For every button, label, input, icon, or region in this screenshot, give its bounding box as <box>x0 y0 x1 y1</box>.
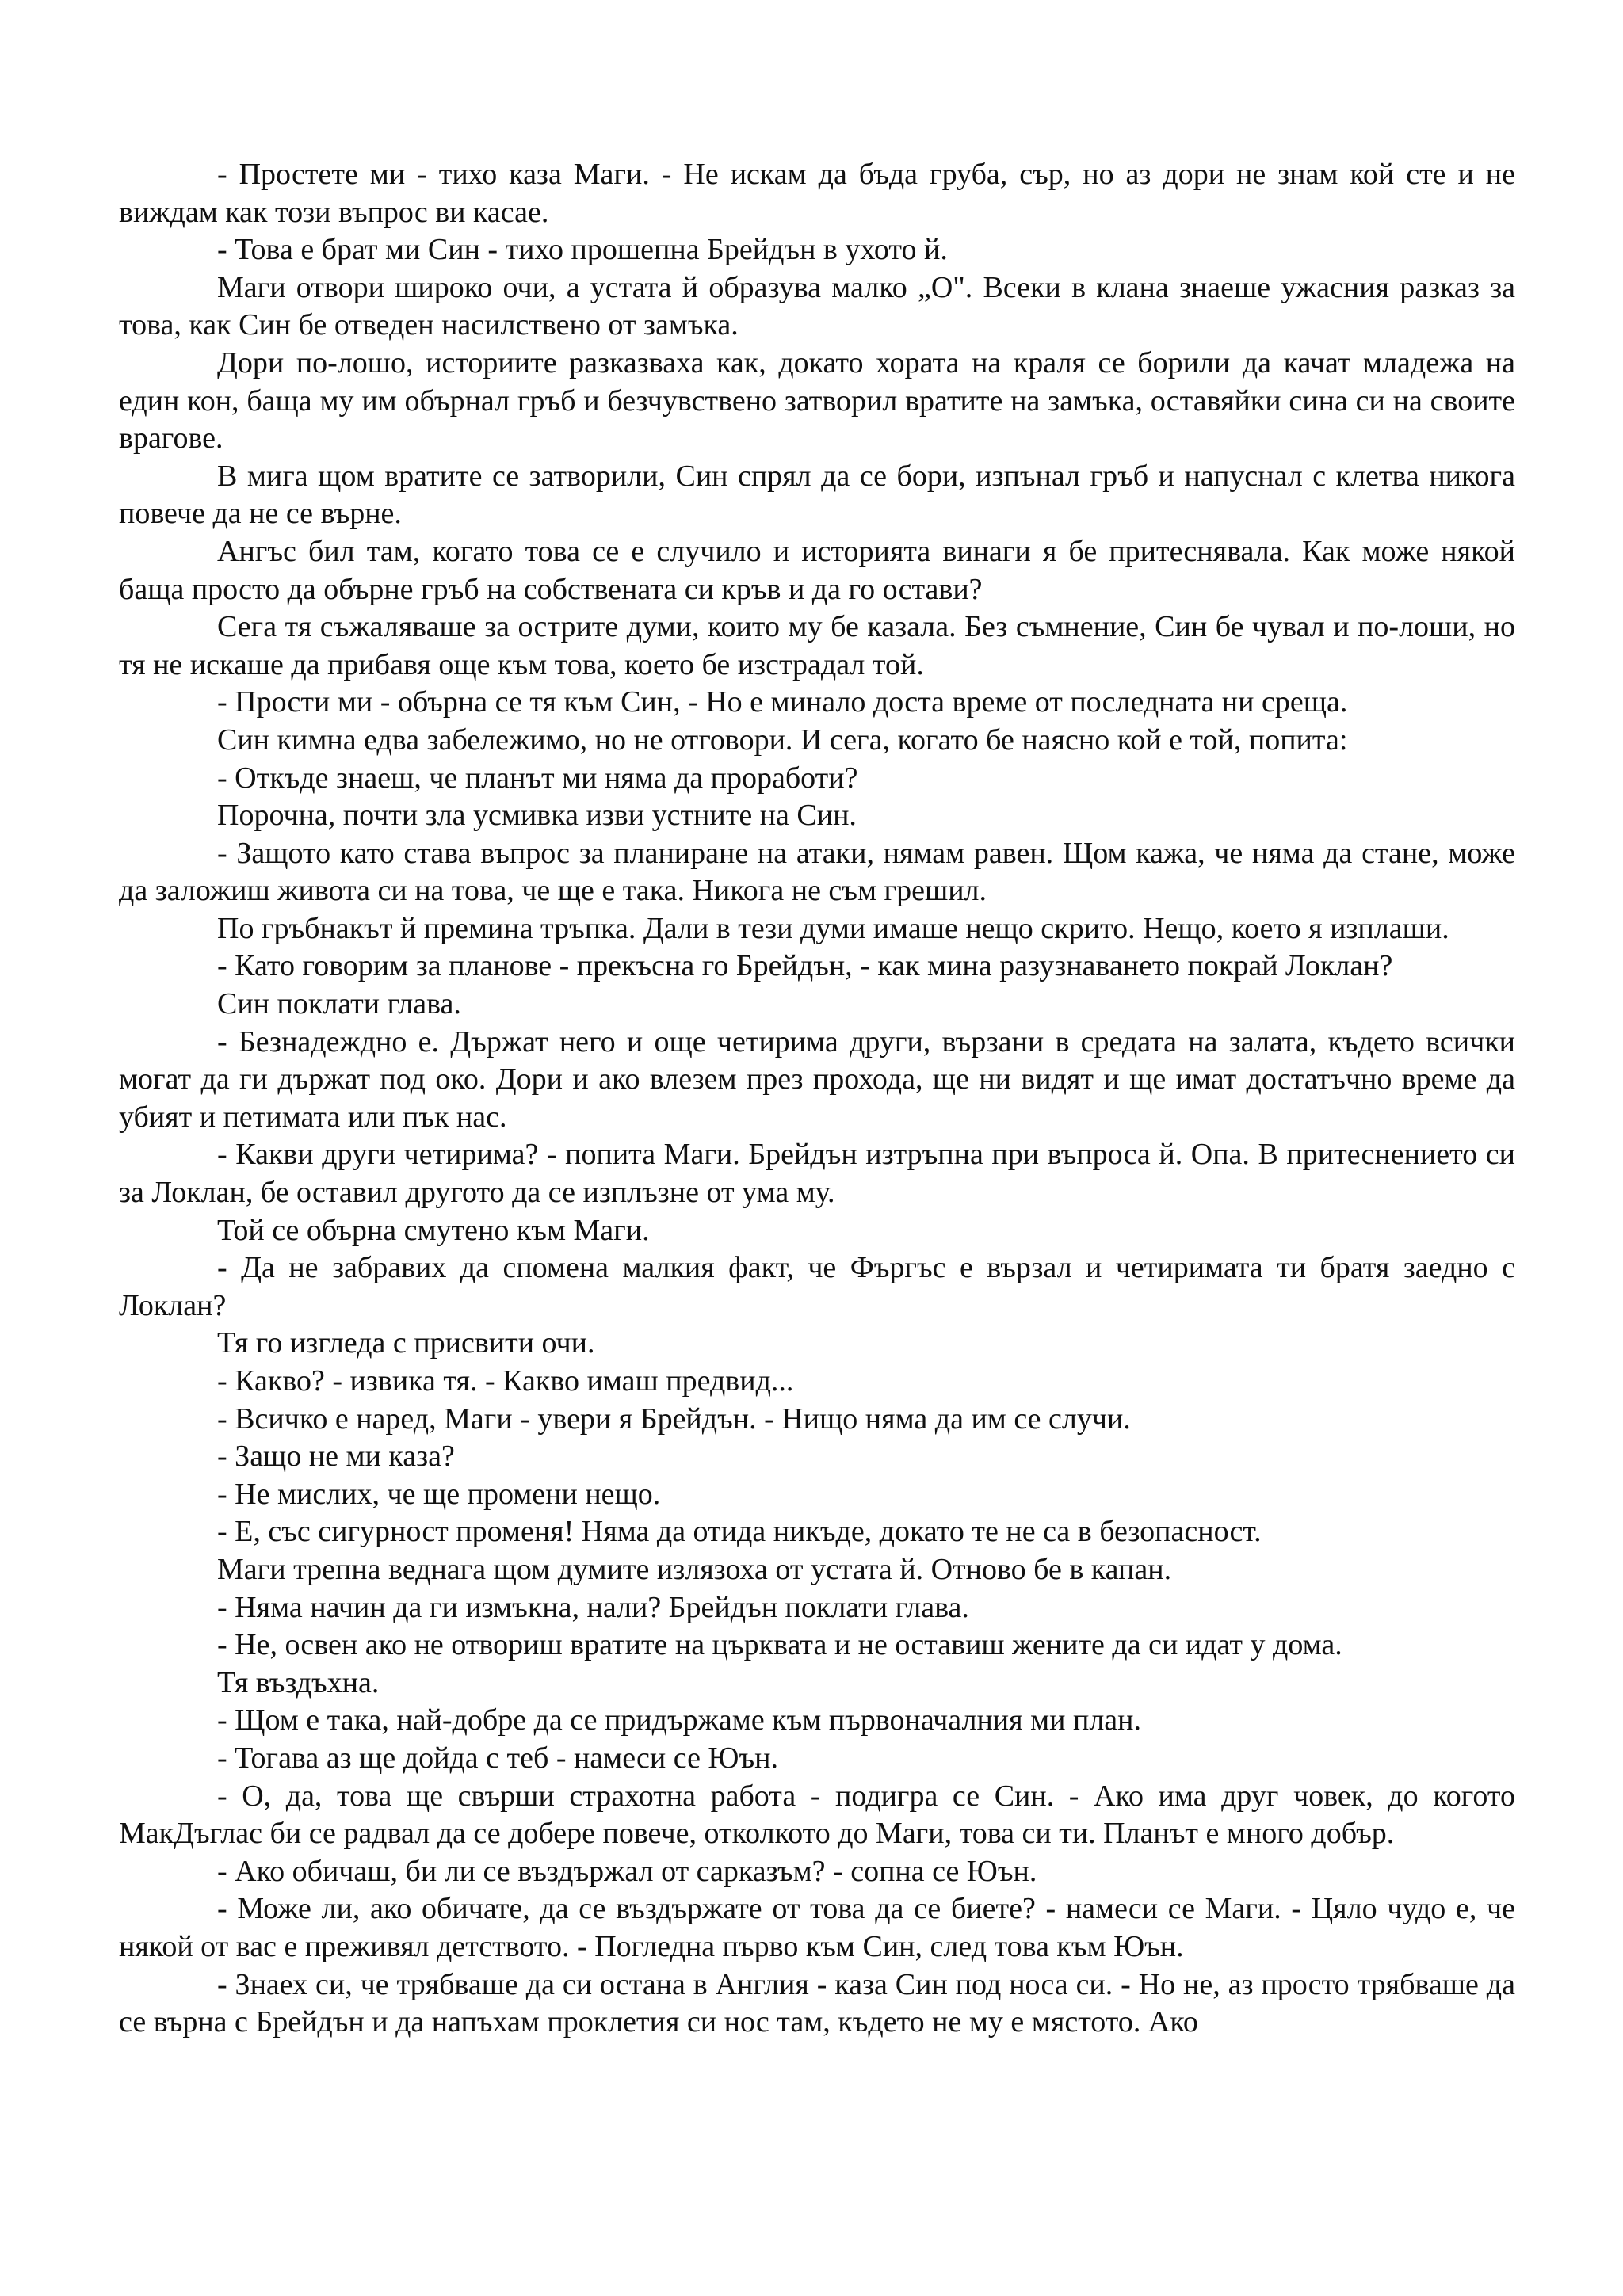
paragraph: - Е, със сигурност променя! Няма да отида никъде, докато те не са в безопасност. <box>217 1515 1262 1549</box>
paragraph: - Не, освен ако не отвориш вратите на църквата и не оставиш жените да си идат у дома. <box>217 1628 1342 1662</box>
paragraph: Дори по-лошо, историите разказваха как, докато хората на краля се борили да качат младежа на един кон, баща му им обърнал гръб и безчувствено затворил вратите на замъка, оставяйки сина си на своите врагове. <box>119 345 1515 456</box>
paragraph: Сега тя съжаляваше за острите думи, които му бе казала. Без съмнение, Син бе чувал и по-лоши, но тя не искаше да прибавя още към това, което бе изстрадал той. <box>119 610 1515 681</box>
paragraph: - Безнадеждно е. Държат него и още четирима други, вързани в средата на залата, където всички могат да ги държат под око. Дори и ако влезем през прохода, ще ни видят и ще имат достатъчно време да убият и петимата или пък нас. <box>119 1024 1515 1134</box>
paragraph: По гръбнакът й премина тръпка. Дали в тези думи имаше нещо скрито. Нещо, което я изплаши. <box>217 911 1449 945</box>
document-page <box>119 156 1515 2042</box>
paragraph: - Това е брат ми Син - тихо прошепна Брейдън в ухото й. <box>217 233 948 267</box>
paragraph: - Да не забравих да спомена малкия факт, че Фъргъс е вързал и четиримата ти братя заедно с Локлан? <box>119 1251 1515 1322</box>
paragraph: - Какви други четирима? - попита Маги. Брейдън изтръпна при въпроса й. Опа. В притеснението си за Локлан, бе оставил другото да се изплъзне от ума му. <box>119 1138 1515 1210</box>
paragraph: Порочна, почти зла усмивка изви устните на Син. <box>217 799 857 833</box>
paragraph: - Не мислих, че ще промени нещо. <box>217 1477 661 1511</box>
paragraph: Той се обърна смутено към Маги. <box>217 1213 650 1247</box>
paragraph: Тя го изгледа с присвити очи. <box>217 1326 595 1360</box>
paragraph: Ангъс бил там, когато това се е случило и историята винаги я бе притеснявала. Как може някой баща просто да обърне гръб на собствената си кръв и да го остави? <box>119 534 1515 606</box>
paragraph: - Тогава аз ще дойда с теб - намеси се Юън. <box>217 1741 778 1775</box>
paragraph: - Щом е така, най-добре да се придържаме към първоначалния ми план. <box>217 1703 1141 1737</box>
paragraph: - О, да, това ще свърши страхотна работа - подигра се Син. - Ако има друг човек, до когото МакДъглас би се радвал да се добере повече, отколкото до Маги, това си ти. Планът е много добър. <box>119 1779 1515 1851</box>
paragraph: - Защо не ми каза? <box>217 1440 455 1474</box>
paragraph: - Простете ми - тихо каза Маги. - Не искам да бъда груба, сър, но аз дори не знам кой сте и не виждам как този въпрос ви касае. <box>119 158 1515 229</box>
paragraph: - Няма начин да ги измъкна, нали? Брейдън поклати глава. <box>217 1590 969 1624</box>
paragraph: Син кимна едва забележимо, но не отговори. И сега, когато бе наясно кой е той, попита: <box>217 723 1348 757</box>
paragraph: - Като говорим за планове - прекъсна го Брейдън, - как мина разузнаването покрай Локлан? <box>217 949 1393 983</box>
paragraph: - Откъде знаеш, че планът ми няма да проработи? <box>217 761 858 795</box>
paragraph: - Знаех си, че трябваше да си остана в Англия - каза Син под носа си. - Но не, аз просто трябваше да се върна с Брейдън и да напъхам проклетия си нос там, където не му е мястото. Ако <box>119 1967 1515 2039</box>
paragraph: - Какво? - извика тя. - Какво имаш предвид... <box>217 1364 794 1398</box>
paragraph: Син поклати глава. <box>217 987 461 1021</box>
paragraph: - Защото като става въпрос за планиране на атаки, нямам равен. Щом кажа, че няма да стане, може да заложиш живота си на това, че ще е така. Никога не съм грешил. <box>119 836 1515 908</box>
paragraph: Тя въздъхна. <box>217 1665 380 1699</box>
paragraph: - Може ли, ако обичате, да се въздържате от това да се биете? - намеси се Маги. - Цяло чудо е, че някой от вас е преживял детството. - Погледна първо към Син, след това към Юън. <box>119 1892 1515 1963</box>
paragraph: - Всичко е наред, Маги - увери я Брейдън. - Нищо няма да им се случи. <box>217 1402 1131 1436</box>
paragraph: Маги трепна веднага щом думите излязоха от устата й. Отново бе в капан. <box>217 1552 1172 1586</box>
paragraph: - Ако обичаш, би ли се въздържал от сарказъм? - сопна се Юън. <box>217 1854 1037 1888</box>
paragraph: В мига щом вратите се затворили, Син спрял да се бори, изпънал гръб и напуснал с клетва никога повече да не се върне. <box>119 459 1515 531</box>
paragraph: Маги отвори широко очи, а устата й образува малко „O". Всеки в клана знаеше ужасния разказ за това, как Син бе отведен насилствено от замъка. <box>119 270 1515 342</box>
paragraph: - Прости ми - обърна се тя към Син, - Но е минало доста време от последната ни среща. <box>217 685 1348 719</box>
